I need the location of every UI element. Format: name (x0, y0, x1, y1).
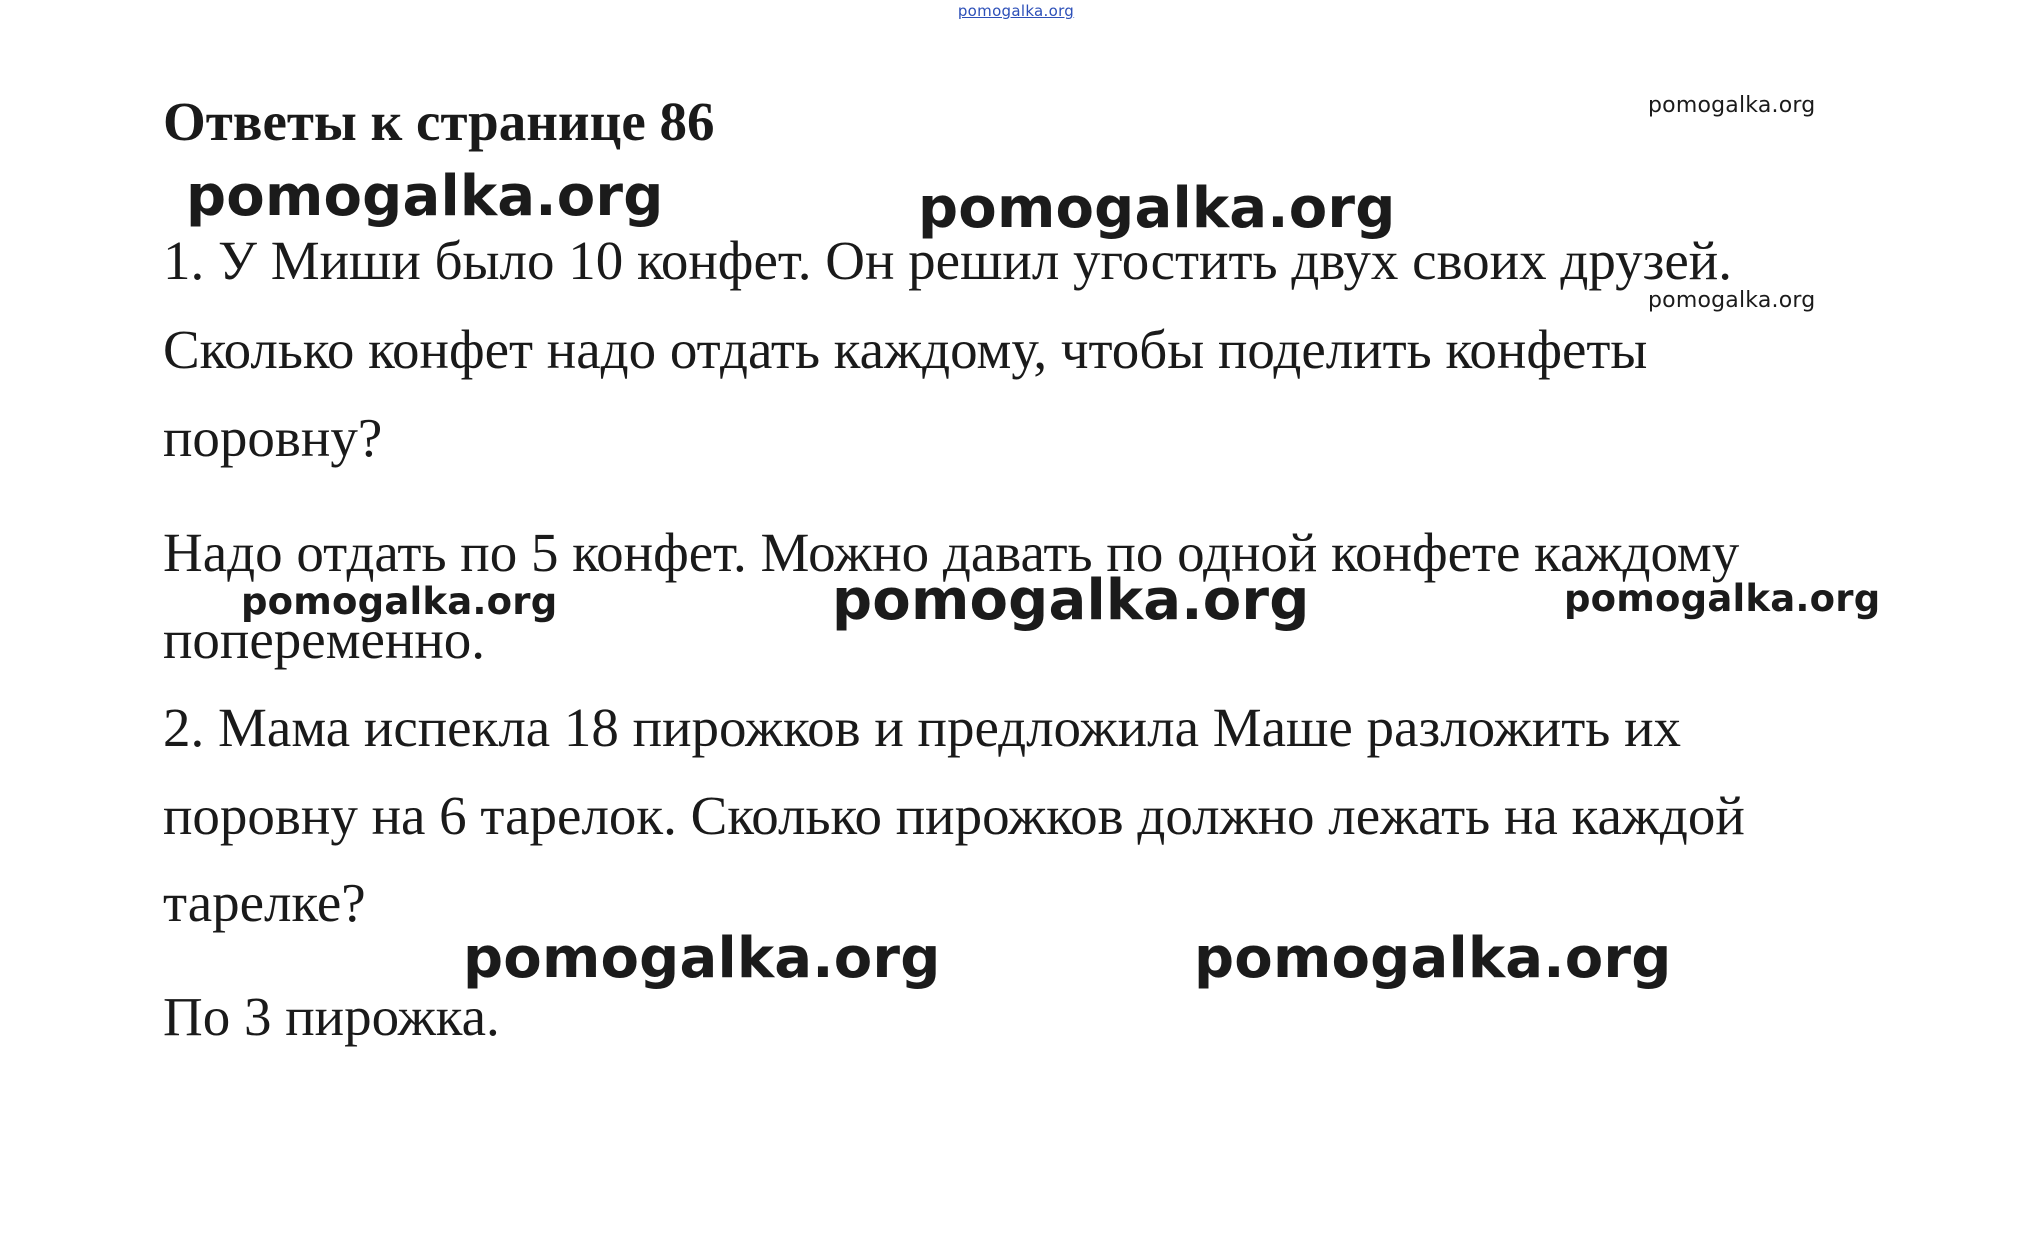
question-2-line-1: 2. Мама испекла 18 пирожков и предложила Маше разложить их (163, 697, 1682, 758)
watermark-large-left: pomogalka.org (186, 164, 664, 229)
watermark-medium-left: pomogalka.org (241, 580, 558, 623)
question-2-line-2: поровну на 6 тарелок. Сколько пирожков должно лежать на каждой (163, 785, 1745, 846)
page-title: Ответы к странице 86 (163, 91, 715, 152)
watermark-large-bottom-right: pomogalka.org (1194, 926, 1672, 991)
site-link[interactable]: pomogalka.org (957, 2, 1075, 20)
watermark-small-mid: pomogalka.org (1648, 288, 1816, 313)
question-1-line-2: Сколько конфет надо отдать каждому, чтобы поделить конфеты (163, 319, 1648, 380)
answer-2-line-1: По 3 пирожка. (163, 986, 500, 1047)
question-2-line-3: тарелке? (163, 872, 366, 933)
watermark-large-bottom-left: pomogalka.org (463, 926, 941, 991)
watermark-small-top: pomogalka.org (1648, 93, 1816, 118)
question-1-line-3: поровну? (163, 407, 383, 468)
watermark-large-center: pomogalka.org (918, 176, 1396, 241)
answer-1-line-1: Надо отдать по 5 конфет. Можно давать по одной конфете каждому (163, 522, 1740, 583)
watermark-medium-right: pomogalka.org (1564, 577, 1881, 620)
watermark-large-mid: pomogalka.org (832, 568, 1310, 633)
answer-1-line-2: попеременно. (163, 609, 486, 670)
question-1-line-1: 1. У Миши было 10 конфет. Он решил угостить двух своих друзей. (163, 230, 1732, 291)
